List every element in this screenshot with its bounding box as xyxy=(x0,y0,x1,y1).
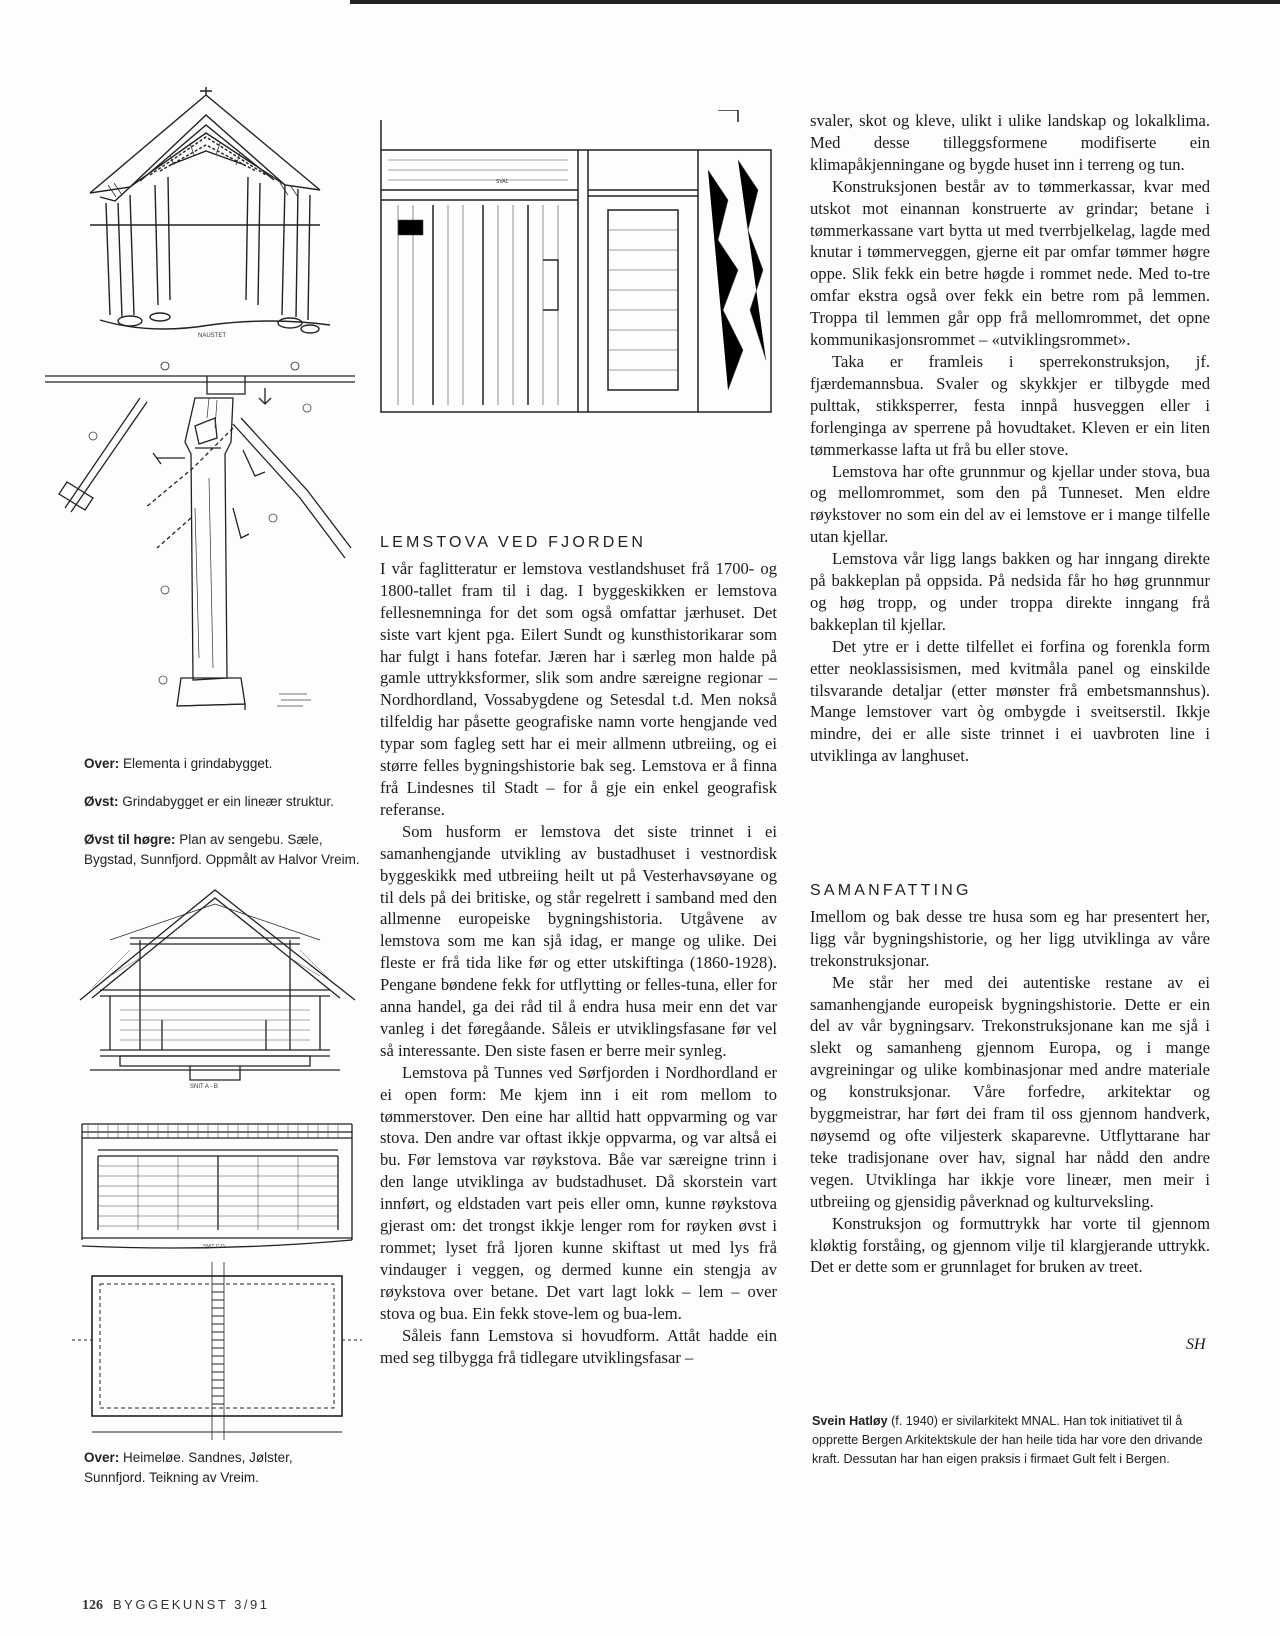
heading-lemstova: LEMSTOVA VED FJORDEN xyxy=(380,534,647,551)
grind-elements-drawing xyxy=(45,358,355,748)
s3-p3: Konstruksjon og formuttrykk har vorte til gjennom kløktig forståing, og gjennom vilje til klargjerande uttrykk. Det er dette som er grunnlaget for bruken av treet. xyxy=(810,1213,1210,1277)
page-number: 126 xyxy=(82,1598,103,1613)
author-bio-text: (f. 1940) er sivilarkitekt MNAL. Han tok initiativet til å opprette Bergen Arkitektskule der han heile tida har vore den drivande kraft. Dessutan har han eigen praksis i firmaet Gult felt i Bergen. xyxy=(812,1414,1203,1466)
caption-block-bottom xyxy=(84,1448,354,1500)
caption-block-top xyxy=(84,754,364,882)
s1-p1: I vår faglitteratur er lemstova vestlandshuset frå 1700- og 1800-tallet fram til i dag. I byggeskikken er lemstova fellesnemninga for det som også omfattar jærhuset. Det siste vart kjent pga. Eilert Sundt og kunsthistorikarar som har fulgt i hans fotefar. Jæren har i særleg mon halde på gamle uttrykksformer, slik som andre særeigne regionar – Nordhordland, Vossabygdene og Setesdal t.d. Men nokså tilfeldig har påsette geografiske namn vorte hengjande ved typar som fagleg sett har ei meir allmenn utbreiing, og ei større felles bygningshistorie bak seg. Lemstova er å finna frå Lindesnes til Stadt – for å gje ein enkel geografisk referanse. xyxy=(380,558,777,819)
author-name: Svein Hatløy xyxy=(812,1414,888,1428)
caption-ovst-hogre-label: Øvst til høgre: xyxy=(84,832,176,847)
caption-ovst-label: Øvst: xyxy=(84,794,119,809)
s2-p3: Taka er framleis i sperrekonstruksjon, jf. fjærdemannsbua. Svaler og skykkjer er tilbygde med pulttak, stikksperrer, festa innpå husveggen eller i forlenginga av sperrene på hovudtaket. Kleven er ein liten tømmerkasse lafta ut frå bu eller stove. xyxy=(810,351,1210,459)
top-rule xyxy=(350,0,1280,4)
s3-p1: Imellom og bak desse tre husa som eg har presentert her, ligg vår bygningshistorie, og her ligg utviklinga av våre trekonstruksjonar. xyxy=(810,906,1210,970)
s3-p2: Me står her med dei autentiske restane av ei samanhengjande europeisk bygningshistorie. Dette er ein del av vår bygningsarv. Trekonstruksjonane kan me sjå i slekt og samanheng gjennom Europa, og i mange avgreiningar og ulike kombinasjonar med andre materiale og konstruksjonar. Våre forfedre, arkitektar og byggmeistrar, har ført dei fram til oss gjennom handverk, nøysemd og ofte viljesterk skaparevne. Utflyttarane har teke tradisjonane over hav, signal har nådd den andre vegen. Utviklinga har ikkje vore lineær, men meir i utbreiing og gjensidig påverknad og kulturveksling. xyxy=(810,972,1210,1211)
heimeloe-section-cd xyxy=(78,1120,356,1255)
grindabygg-drawing xyxy=(70,85,350,350)
column-right-summary xyxy=(810,880,1210,1278)
s2-p1: svaler, skot og kleve, ulikt i ulike landskap og lokalklima. Med desse tilleggsformene modifiserte ein klimapåkjenningane og bygde huset inn i terreng og tun. xyxy=(810,111,1210,174)
grindabygg-sketch xyxy=(70,85,350,350)
caption-over1-text: Elementa i grindabygget. xyxy=(123,756,273,771)
sval-label: SVAL xyxy=(496,179,509,185)
caption-over1-label: Over: xyxy=(84,756,120,771)
caption-over2-text: Heimeløe. Sandnes, Jølster, Sunnfjord. Teikning av Vreim. xyxy=(84,1450,293,1485)
s2-p4: Lemstova har ofte grunnmur og kjellar under stova, bua og mellomrommet, som den på Tunneset. Men eldre røykstover no som ein del av ei lemstove er i mange tilfelle utan kjellar. xyxy=(810,461,1210,547)
s2-p6: Det ytre er i dette tilfellet ei forfina og forenkla form etter neoklassisismen, med kvitmåla panel og einskilde tilsvarande detaljar (etter mønster frå embetsmannshus). Mange lemstover vart òg ombygde i sveitserstil. Ikkje mindre, dei er alle siste trinnet i ei uavbroten line i utviklinga av langhuset. xyxy=(810,636,1210,766)
s2-p5: Lemstova vår ligg langs bakken og har inngang direkte på bakkeplan på oppsida. På nedsida får ho høg grunnmur og høg tropp, og under troppa direkte inngang frå bakkeplan til kjellar. xyxy=(810,549,1210,634)
column-center xyxy=(380,532,777,1368)
heimeloe-plan xyxy=(72,1262,362,1440)
page-footer xyxy=(82,1597,269,1614)
signature: SH xyxy=(1186,1336,1206,1353)
column-right xyxy=(810,110,1210,767)
sengebu-plan xyxy=(378,110,778,420)
magazine-issue: BYGGEKUNST 3/91 xyxy=(113,1597,270,1612)
caption-ovst-hogre-text: Plan av sengebu. Sæle, Bygstad, Sunnfjord. Oppmålt av Halvor Vreim. xyxy=(84,832,360,867)
s1-p2: Som husform er lemstova det siste trinnet i ei samanhengjande utvikling av bustadhuset i vestnordisk byggeskikk med utbreiing heilt ut på Vesterhavsøyane og til dels på dei britiske, og står regelrett i samband med den allmenne europeiske bygningshistoria. Utgåvene av lemstova som me kan sjå idag, er mange og ulike. Dei fleste er frå tida like før og etter utskiftinga (1860-1928). Pengane bøndene fekk for utflytting or felles-tuna, eller for anna handel, ga dei råd til å endra husa meir enn det var vanleg i det føregåande. Såleis er utviklingsfasane før vel så interessante. Den siste fasen er berre meir synleg. xyxy=(380,821,777,1060)
naustet-label: NAUSTET xyxy=(198,333,227,339)
heading-samanfatting: SAMANFATTING xyxy=(810,882,972,899)
snitt-ab-label: SNIT A - B xyxy=(190,1084,218,1090)
s2-p2: Konstruksjonen består av to tømmerkassar, kvar med utskot mot einannan konstruerte av grindar; betane i tømmerkassane vart bytta ut med tverrbjelkelag, lagde med knutar i tømmerveggen, gjerne eit par omfar tømmer høgre oppe. Slik fekk ein betre høgde i rommet nede. Med to-tre omfar ekstra også over fekk ein betre rom på lemmen. Troppa til lemmen går opp frå mellomrommet, det opne kommunikasjonsrommet – «utviklingsrommet». xyxy=(810,176,1210,350)
s1-p3: Lemstova på Tunnes ved Sørfjorden i Nordhordland er ei open form: Me kjem inn i eit rom mellom to tømmerstover. Den eine har alltid hatt oppvarming og var stova. Den andre var oftast ikkje oppvarma, og var altså ei bu. Før lemstova var røykstova. Båe var særeigne trinn i den lange utviklinga av budstadhuset. Då skorstein vart innført, og eldstaden vart peis eller omn, kunne røykstova gjerast om: det trongst ikkje lenger rom for røyken øvst i rommet; lyset frå ljoren kunne skiftast ut med lys frå vindauger i veggen, og dermed kunne ein stengja av røykstova over betane. Det vart lagt lokk – lem – over stova og bua. Ein fekk stove-lem og bua-lem. xyxy=(380,1062,777,1323)
caption-over2-label: Over: xyxy=(84,1450,120,1465)
snitt-cd-label: SNIT C-D xyxy=(203,1244,225,1250)
author-bio xyxy=(812,1412,1214,1469)
heimeloe-section-ab xyxy=(70,880,360,1090)
caption-ovst-text: Grindabygget er ein lineær struktur. xyxy=(122,794,334,809)
s1-p4: Såleis fann Lemstova si hovudform. Attåt hadde ein med seg tilbygga frå tidlegare utviklingsfasar – xyxy=(380,1325,777,1367)
